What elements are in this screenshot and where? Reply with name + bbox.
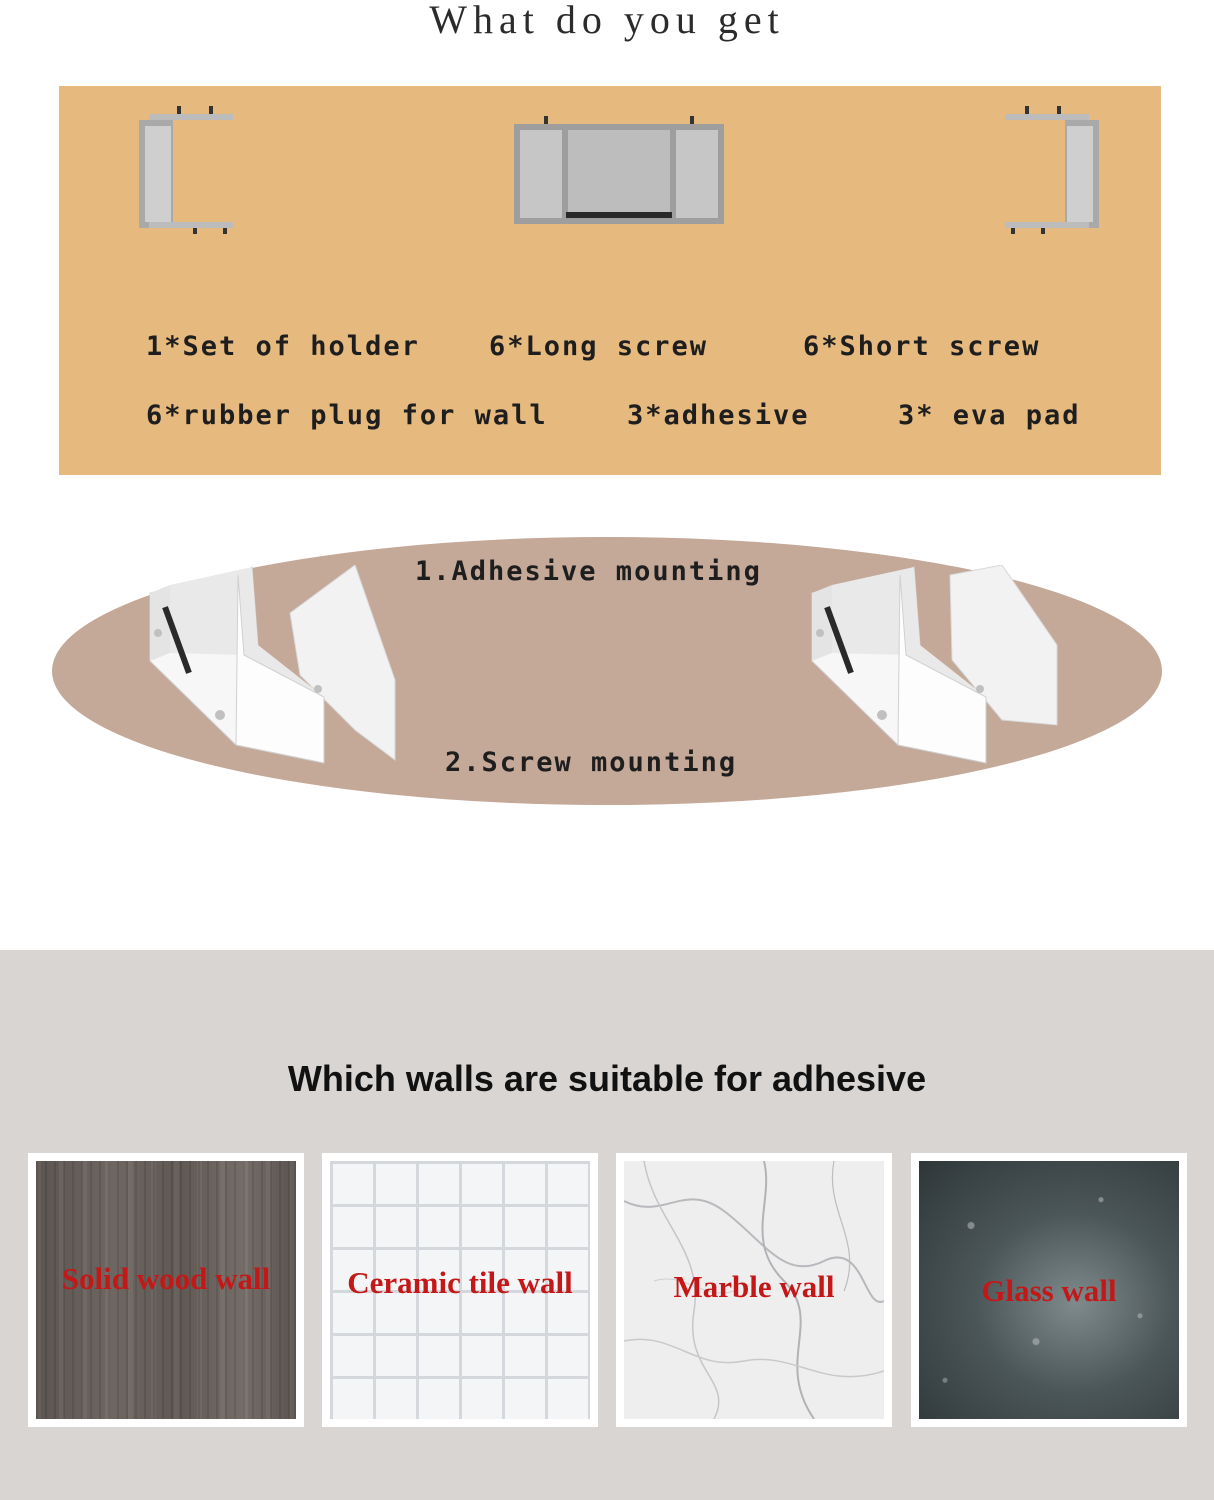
bracket-adhesive-image <box>140 565 400 775</box>
wall-card-solid-wood <box>28 1153 304 1427</box>
package-contents-panel <box>59 86 1161 475</box>
wall-label: Ceramic tile wall <box>347 1265 573 1300</box>
holder-end-right-image <box>1001 106 1101 236</box>
contents-item: 6*Short screw <box>803 331 1041 362</box>
wall-label: Marble wall <box>673 1269 835 1304</box>
bracket-screw-image <box>802 565 1062 775</box>
wall-card-marble <box>616 1153 892 1427</box>
holder-end-left-image <box>137 106 237 236</box>
contents-item: 6*Long screw <box>489 331 709 362</box>
contents-item: 3* eva pad <box>898 400 1081 431</box>
contents-item: 3*adhesive <box>627 400 810 431</box>
tile-texture <box>330 1161 590 1419</box>
screw-mounting-label: 2.Screw mounting <box>445 747 738 778</box>
wall-card-ceramic-tile <box>322 1153 598 1427</box>
wall-label: Glass wall <box>981 1273 1117 1308</box>
glass-texture <box>919 1161 1179 1419</box>
page-title: What do you get <box>429 0 785 42</box>
wall-card-glass <box>911 1153 1187 1427</box>
adhesive-mounting-label: 1.Adhesive mounting <box>415 556 762 587</box>
contents-item: 6*rubber plug for wall <box>146 400 548 431</box>
holder-center-image <box>514 116 724 231</box>
marble-texture <box>624 1161 884 1419</box>
wall-label: Solid wood wall <box>61 1261 271 1296</box>
contents-item: 1*Set of holder <box>146 331 420 362</box>
walls-section-title: Which walls are suitable for adhesive <box>287 1058 927 1099</box>
wood-texture <box>36 1161 296 1419</box>
